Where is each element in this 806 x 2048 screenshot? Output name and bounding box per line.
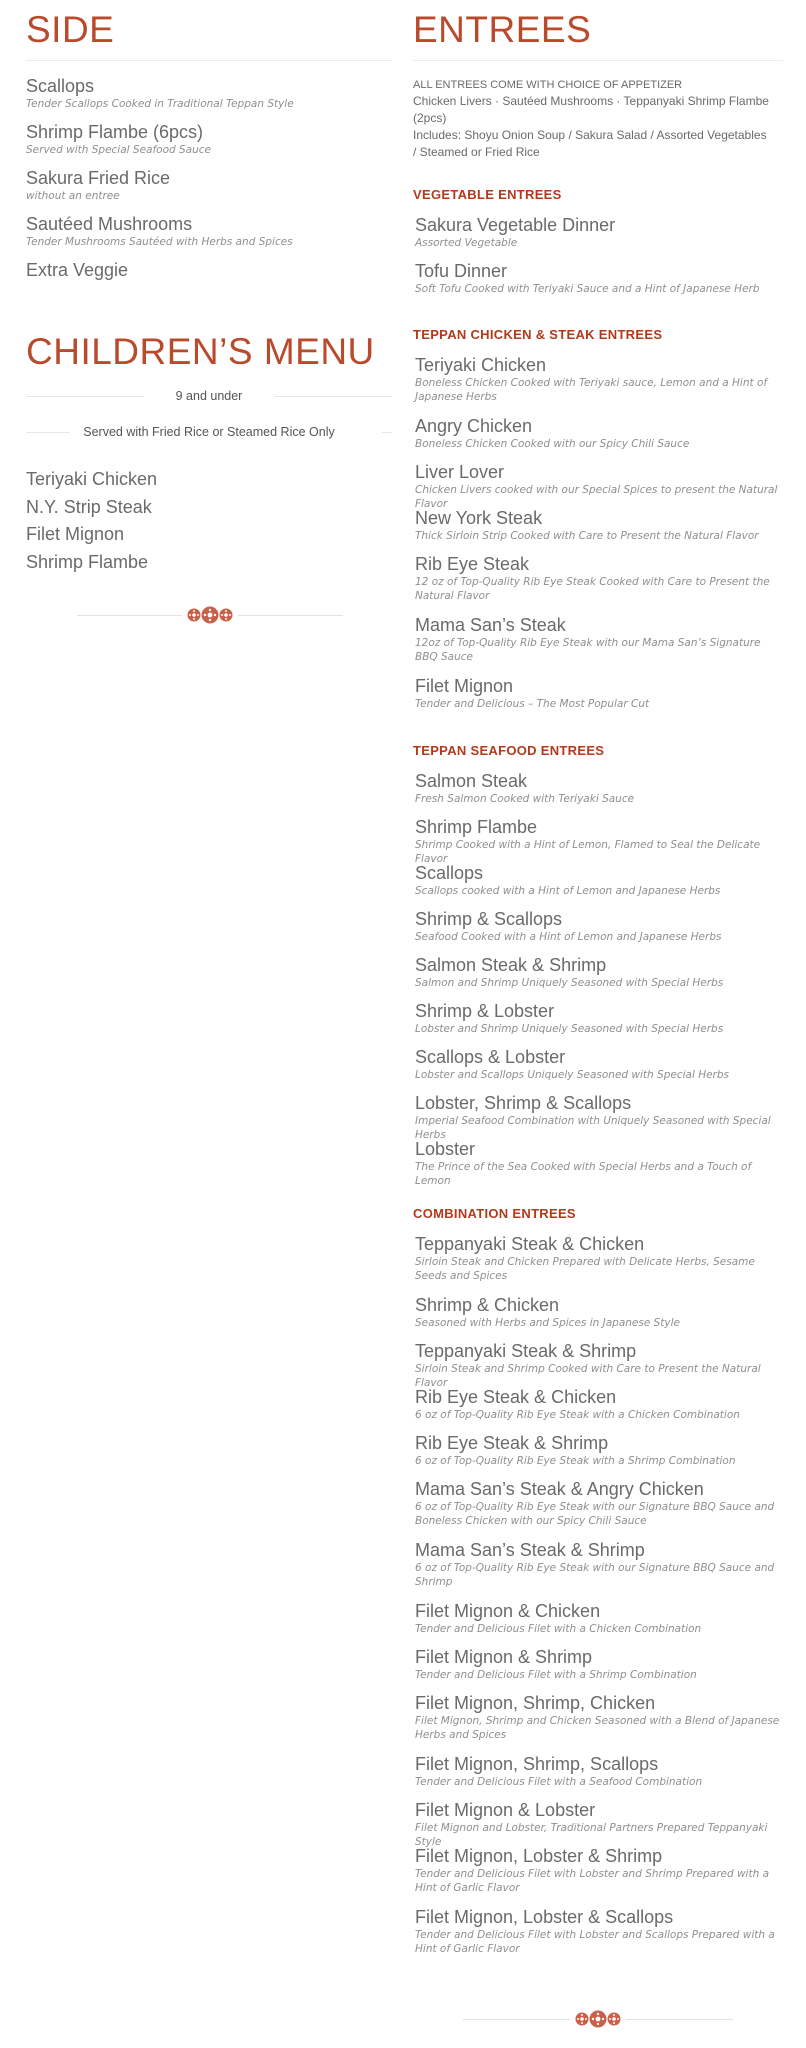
sakura-flowers-icon (568, 2009, 628, 2029)
rule-left (26, 432, 70, 433)
entree-item (415, 1092, 783, 1141)
side-item-name: Extra Veggie (26, 260, 129, 280)
rule-left (26, 396, 144, 397)
right-column (413, 0, 783, 1967)
entree-item (415, 1753, 783, 1799)
entree-item (415, 507, 783, 553)
entree-name: Filet Mignon & Chicken (415, 1601, 601, 1621)
entree-item (415, 415, 783, 461)
side-item-desc: Tender Scallops Cooked in Traditional Teppan Style (26, 98, 294, 110)
entree-desc: Lobster and Scallops Uniquely Seasoned with Special Herbs (415, 1069, 730, 1081)
entree-desc: Filet Mignon and Lobster, Traditional Partners Prepared Teppanyaki Style (415, 1822, 768, 1848)
children-item: Teriyaki Chicken (26, 469, 158, 489)
rule-right (382, 432, 392, 433)
children-age-note: 9 and under (26, 386, 392, 406)
side-item (26, 213, 392, 259)
entree-name: Mama San’s Steak (415, 615, 566, 635)
entree-desc: Tender and Delicious Filet with a Shrimp Combination (415, 1669, 697, 1681)
intro-heading: ALL ENTREES COME WITH CHOICE OF APPETIZER (413, 79, 683, 91)
entree-desc: Lobster and Shrimp Uniquely Seasoned with Special Herbs (415, 1023, 724, 1035)
entree-name: Scallops (415, 863, 484, 883)
section-heading: TEPPAN CHICKEN & STEAK ENTREES (413, 327, 663, 342)
entree-name: Liver Lover (415, 462, 505, 482)
entree-item (415, 816, 783, 865)
entree-desc: Tender and Delicious Filet with Lobster and Shrimp Prepared with a Hint of Garlic Flavor (415, 1868, 770, 1894)
entree-desc: Sirloin Steak and Shrimp Cooked with Care to Present the Natural Flavor (415, 1363, 761, 1389)
entree-item (415, 1906, 783, 1967)
entrees-title: ENTREES (413, 9, 592, 50)
section-chicken-steak (413, 327, 783, 721)
section-heading: COMBINATION ENTREES (413, 1206, 576, 1221)
side-item (26, 259, 392, 289)
entree-name: Rib Eye Steak & Chicken (415, 1387, 617, 1407)
sakura-flowers-icon (180, 605, 240, 625)
entree-name: Teppanyaki Steak & Chicken (415, 1234, 645, 1254)
entree-name: Filet Mignon, Shrimp, Scallops (415, 1754, 659, 1774)
left-divider (77, 605, 343, 625)
side-item-name: Sakura Fried Rice (26, 168, 171, 188)
entree-item (415, 1340, 783, 1389)
entree-desc: Salmon and Shrimp Uniquely Seasoned with Special Herbs (415, 977, 724, 989)
entree-name: Shrimp Flambe (415, 817, 538, 837)
entree-item (415, 1600, 783, 1646)
children-item: Shrimp Flambe (26, 551, 149, 572)
entree-name: Tofu Dinner (415, 261, 508, 281)
entree-name: Filet Mignon & Shrimp (415, 1647, 593, 1667)
entree-item (415, 1000, 783, 1046)
entree-item (415, 1294, 783, 1340)
entree-desc: Scallops cooked with a Hint of Lemon and Japanese Herbs (415, 885, 721, 897)
entree-name: Filet Mignon, Lobster & Scallops (415, 1907, 674, 1927)
section-items (413, 354, 783, 721)
entree-item (415, 1233, 783, 1294)
entree-desc: 12oz of Top-Quality Rib Eye Steak with our Mama San’s Signature BBQ Sauce (415, 637, 761, 663)
right-divider (463, 2009, 733, 2029)
entree-desc: Tender and Delicious – The Most Popular Cut (415, 698, 650, 710)
section-vegetable (413, 187, 783, 306)
side-item (26, 167, 392, 213)
section-items (413, 770, 783, 1187)
entree-name: Filet Mignon (415, 676, 514, 696)
entree-item (415, 908, 783, 954)
entree-desc: Boneless Chicken Cooked with our Spicy Chili Sauce (415, 438, 690, 450)
entree-desc: Fresh Salmon Cooked with Teriyaki Sauce (415, 793, 635, 805)
side-item-name: Shrimp Flambe (6pcs) (26, 122, 204, 142)
entree-item (415, 553, 783, 614)
intro-includes: Includes: Shoyu Onion Soup / Sakura Salad / Assorted Vegetables / Steamed or Fried Rice (413, 128, 767, 159)
side-title: SIDE (26, 9, 115, 50)
entree-desc: Soft Tofu Cooked with Teriyaki Sauce and a Hint of Japanese Herb (415, 283, 760, 295)
section-items (413, 1233, 783, 1967)
entree-name: Scallops & Lobster (415, 1047, 566, 1067)
entree-desc: Imperial Seafood Combination with Uniquely Seasoned with Special Herbs (415, 1115, 771, 1141)
entree-name: Rib Eye Steak (415, 554, 530, 574)
entree-desc: Sirloin Steak and Chicken Prepared with Delicate Herbs, Sesame Seeds and Spices (415, 1256, 755, 1282)
entree-desc: Tender and Delicious Filet with a Seafood Combination (415, 1776, 703, 1788)
entree-name: Rib Eye Steak & Shrimp (415, 1433, 609, 1453)
entree-item (415, 1432, 783, 1478)
entree-item (415, 675, 783, 721)
section-combination (413, 1206, 783, 1967)
entree-desc: Assorted Vegetable (415, 237, 518, 249)
entree-name: Lobster, Shrimp & Scallops (415, 1093, 632, 1113)
entree-name: Teriyaki Chicken (415, 355, 547, 375)
entree-desc: Shrimp Cooked with a Hint of Lemon, Flamed to Seal the Delicate Flavor (415, 839, 761, 865)
entree-name: Teppanyaki Steak & Shrimp (415, 1341, 637, 1361)
entree-desc: 6 oz of Top-Quality Rib Eye Steak with our Signature BBQ Sauce and Shrimp (415, 1562, 775, 1588)
entree-name: Lobster (415, 1139, 476, 1159)
entree-name: Angry Chicken (415, 416, 533, 436)
entree-desc: 12 oz of Top-Quality Rib Eye Steak Cooked with Care to Present the Natural Flavor (415, 576, 770, 602)
section-seafood (413, 743, 783, 1187)
side-item-desc: Served with Special Seafood Sauce (26, 144, 211, 156)
entrees-title-rule (413, 60, 783, 61)
section-heading: VEGETABLE ENTREES (413, 187, 562, 202)
entree-item (415, 461, 783, 510)
entree-desc: Thick Sirloin Strip Cooked with Care to Present the Natural Flavor (415, 530, 759, 542)
side-title-rule (26, 60, 392, 61)
side-item-name: Scallops (26, 76, 95, 96)
entree-desc: Tender and Delicious Filet with a Chicken Combination (415, 1623, 702, 1635)
entree-name: Salmon Steak (415, 771, 528, 791)
entree-desc: Chicken Livers cooked with our Special Spices to present the Natural Flavor (415, 484, 778, 510)
entree-item (415, 1799, 783, 1848)
entree-item (415, 1138, 783, 1187)
intro-appetizers: Chicken Livers · Sautéed Mushrooms · Teppanyaki Shrimp Flambe (2pcs) (413, 94, 769, 125)
entree-desc: 6 oz of Top-Quality Rib Eye Steak with our Signature BBQ Sauce and Boneless Chicken with our Spicy Chili Sauce (415, 1501, 775, 1527)
entree-item (415, 954, 783, 1000)
entree-item (415, 214, 783, 260)
entree-item (415, 1386, 783, 1432)
rule-right (274, 396, 392, 397)
childrens-menu-title: CHILDREN’S MENU (26, 331, 375, 372)
entree-item (415, 1845, 783, 1906)
children-item: Filet Mignon (26, 524, 125, 544)
entree-desc: Seasoned with Herbs and Spices in Japanese Style (415, 1317, 681, 1329)
children-served-note: Served with Fried Rice or Steamed Rice Only (26, 422, 392, 442)
entree-item (415, 1646, 783, 1692)
entree-name: Shrimp & Scallops (415, 909, 563, 929)
entree-item (415, 1539, 783, 1600)
entree-name: Shrimp & Chicken (415, 1295, 560, 1315)
entree-name: Filet Mignon, Shrimp, Chicken (415, 1693, 656, 1713)
section-heading: TEPPAN SEAFOOD ENTREES (413, 743, 605, 758)
entree-name: New York Steak (415, 508, 543, 528)
side-item-desc: without an entree (26, 190, 120, 202)
entree-item (415, 770, 783, 816)
entree-item (415, 1692, 783, 1753)
entree-item (415, 1046, 783, 1092)
side-item (26, 121, 392, 167)
entree-desc: The Prince of the Sea Cooked with Special Herbs and a Touch of Lemon (415, 1161, 752, 1187)
entree-item (415, 614, 783, 675)
entree-desc: Boneless Chicken Cooked with Teriyaki sauce, Lemon and a Hint of Japanese Herbs (415, 377, 768, 403)
entree-item (415, 260, 783, 306)
entree-desc: Filet Mignon, Shrimp and Chicken Seasoned with a Blend of Japanese Herbs and Spices (415, 1715, 780, 1741)
entree-name: Mama San’s Steak & Shrimp (415, 1540, 645, 1560)
entree-name: Filet Mignon & Lobster (415, 1800, 596, 1820)
entree-item (415, 1478, 783, 1539)
children-list (26, 468, 392, 578)
side-item (26, 75, 392, 121)
entree-name: Filet Mignon, Lobster & Shrimp (415, 1846, 663, 1866)
entree-desc: 6 oz of Top-Quality Rib Eye Steak with a Shrimp Combination (415, 1455, 736, 1467)
entree-item (415, 354, 783, 415)
entree-name: Shrimp & Lobster (415, 1001, 555, 1021)
left-column (26, 0, 392, 578)
section-items (413, 214, 783, 306)
side-list (26, 75, 392, 289)
entree-desc: Tender and Delicious Filet with Lobster and Scallops Prepared with a Hint of Garlic Flavor (415, 1929, 775, 1955)
entree-item (415, 862, 783, 908)
entree-desc: Seafood Cooked with a Hint of Lemon and Japanese Herbs (415, 931, 722, 943)
entrees-intro (413, 77, 773, 161)
entree-name: Mama San’s Steak & Angry Chicken (415, 1479, 704, 1499)
side-item-desc: Tender Mushrooms Sautéed with Herbs and Spices (26, 236, 293, 248)
entree-name: Sakura Vegetable Dinner (415, 215, 616, 235)
entree-desc: 6 oz of Top-Quality Rib Eye Steak with a Chicken Combination (415, 1409, 740, 1421)
children-item: N.Y. Strip Steak (26, 496, 152, 517)
side-item-name: Sautéed Mushrooms (26, 214, 193, 234)
entree-name: Salmon Steak & Shrimp (415, 955, 607, 975)
